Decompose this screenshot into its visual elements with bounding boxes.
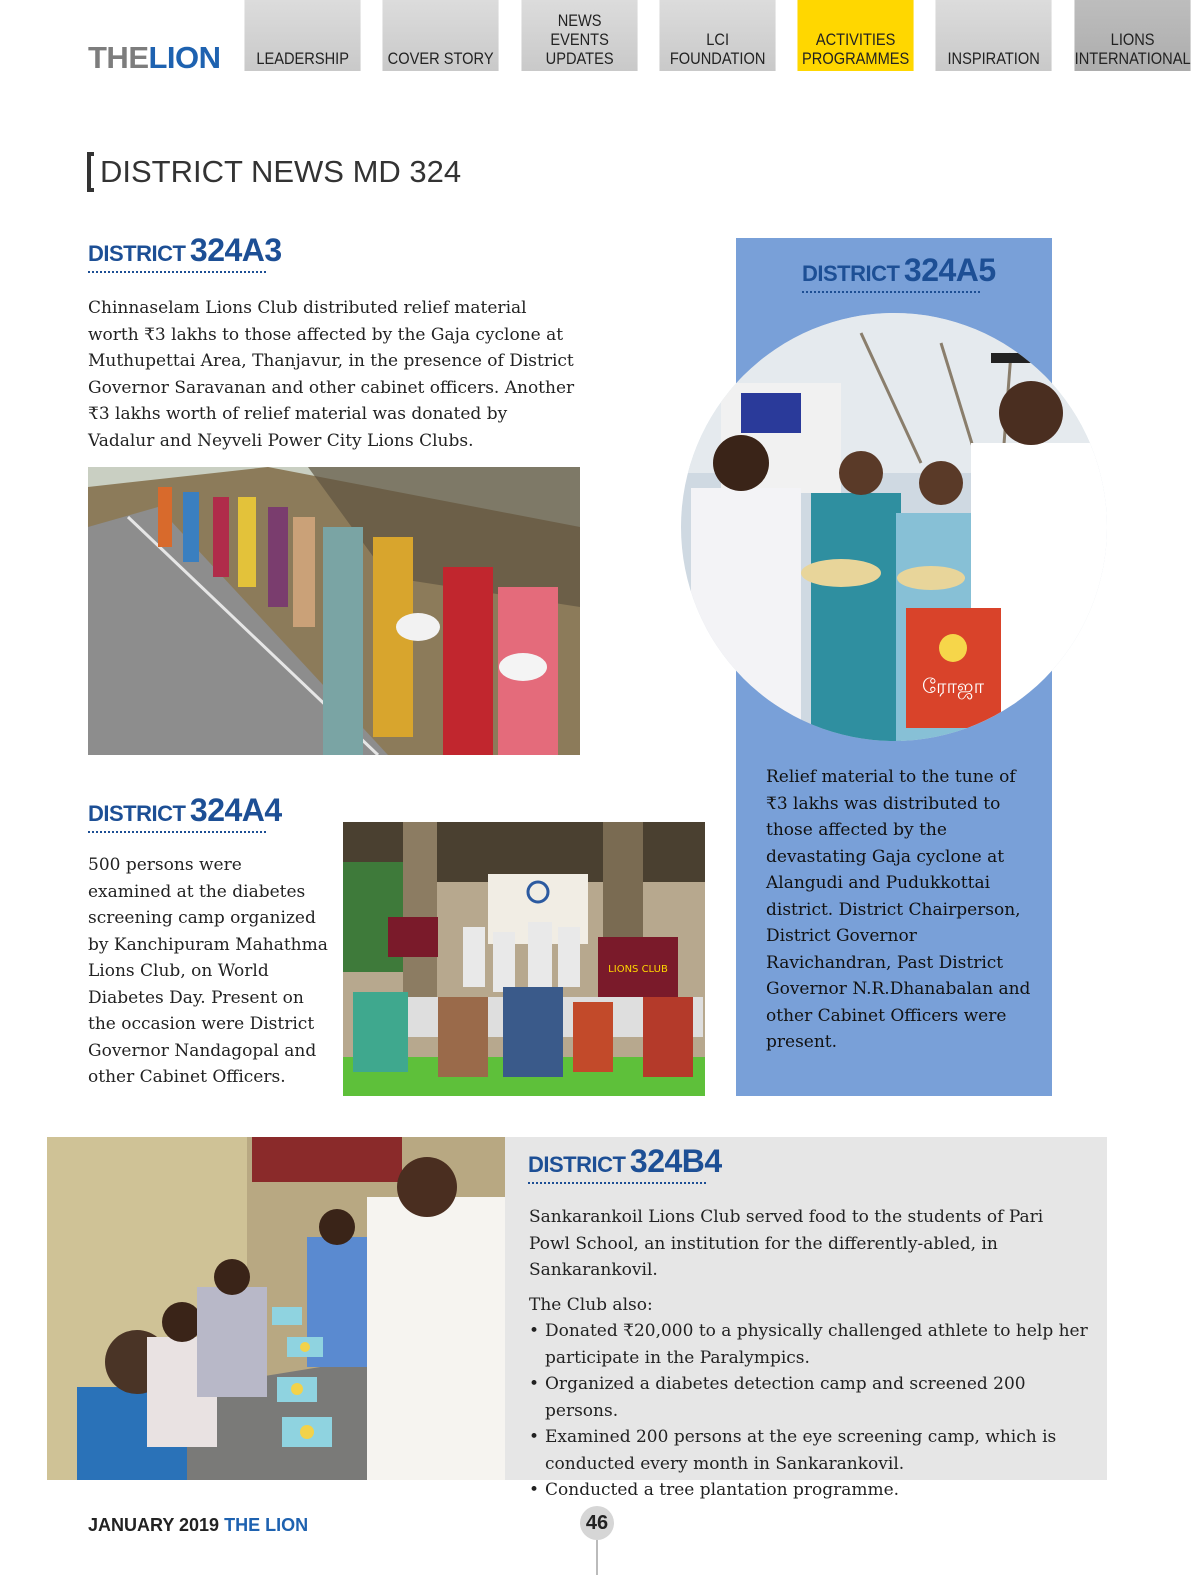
sack-text: ரோஜா bbox=[921, 674, 985, 698]
dotted-underline bbox=[802, 291, 980, 293]
district-324a3-heading bbox=[88, 232, 282, 273]
list-item: • Organized a diabetes detection camp and screened 200 persons. bbox=[529, 1371, 1089, 1424]
district-324b4-intro: Sankarankoil Lions Club served food to the students of Pari Powl School, an institution for the differently-abled, in Sankarankovil. bbox=[529, 1207, 1044, 1280]
district-324b4-also: The Club also: bbox=[529, 1294, 653, 1315]
logo[interactable] bbox=[88, 40, 221, 76]
district-number: 324A5 bbox=[903, 252, 996, 288]
relief-queue-photo bbox=[88, 467, 580, 755]
tab-label: COVER STORY bbox=[387, 49, 494, 68]
district-prefix: DISTRICT bbox=[88, 801, 186, 826]
top-nav bbox=[235, 0, 1200, 71]
tab-leadership[interactable] bbox=[244, 0, 360, 71]
list-item: • Conducted a tree plantation programme. bbox=[529, 1477, 1089, 1504]
footer bbox=[88, 1515, 308, 1536]
logo-lion: LION bbox=[148, 40, 221, 75]
tab-activities-programmes[interactable] bbox=[798, 0, 914, 71]
list-item: • Examined 200 persons at the eye screening camp, which is conducted every month in Sankarankovil. bbox=[529, 1424, 1089, 1477]
dotted-underline bbox=[88, 271, 266, 273]
tab-label: ACTIVITIES PROGRAMMES bbox=[802, 30, 910, 68]
dotted-underline bbox=[88, 831, 266, 833]
tab-inspiration[interactable] bbox=[936, 0, 1052, 71]
footer-brand: THE LION bbox=[224, 1515, 309, 1535]
district-324a4-text: 500 persons were examined at the diabetes screening camp organized by Kanchipuram Mahathma Lions Club, on World Diabetes Day. Present on the occasion were District Governor Nandagopal and other Cabinet Officers. bbox=[88, 855, 328, 1087]
district-number: 324B4 bbox=[629, 1143, 722, 1179]
list-item: • Donated ₹20,000 to a physically challenged athlete to help her participate in the Paralympics. bbox=[529, 1318, 1089, 1371]
tab-label: LIONS INTERNATIONAL bbox=[1074, 30, 1191, 68]
relief-queue-illustration bbox=[88, 467, 580, 755]
footer-date: JANUARY 2019 bbox=[88, 1515, 220, 1535]
food-service-illustration bbox=[47, 1137, 505, 1480]
banner-text: LIONS CLUB bbox=[608, 964, 668, 975]
district-324b4-list bbox=[529, 1318, 1089, 1504]
logo-the: THE bbox=[88, 40, 149, 75]
tab-cover-story[interactable] bbox=[383, 0, 499, 71]
district-prefix: DISTRICT bbox=[528, 1152, 626, 1177]
tab-label: NEWS EVENTS UPDATES bbox=[545, 11, 614, 68]
district-324b4-text bbox=[529, 1204, 1089, 1504]
district-324a3-text: Chinnaselam Lions Club distributed relief material worth ₹3 lakhs to those affected by the Gaja cyclone at Muthupettai Area, Thanjavur, in the presence of District Governor Saravanan and other cabinet officers. Another ₹3 lakhs worth of relief material was donated by Vadalur and Neyveli Power City Lions Clubs. bbox=[88, 298, 575, 451]
district-number: 324A4 bbox=[189, 792, 282, 828]
relief-distribution-illustration bbox=[681, 313, 1107, 741]
tab-news-events-updates[interactable] bbox=[521, 0, 637, 71]
tab-lci-foundation[interactable] bbox=[659, 0, 775, 71]
district-prefix: DISTRICT bbox=[88, 241, 186, 266]
dotted-underline bbox=[528, 1182, 706, 1184]
section-title bbox=[87, 152, 461, 192]
tab-label: LEADERSHIP bbox=[256, 49, 349, 68]
page-number: 46 bbox=[580, 1506, 614, 1540]
food-service-photo bbox=[47, 1137, 505, 1480]
diabetes-camp-illustration bbox=[343, 822, 705, 1096]
bracket-decoration bbox=[87, 152, 94, 192]
section-title-text: DISTRICT NEWS MD 324 bbox=[100, 154, 462, 189]
district-324a4-heading bbox=[88, 792, 282, 833]
district-324a5-heading bbox=[802, 252, 996, 293]
tab-label: LCI FOUNDATION bbox=[669, 30, 766, 68]
relief-distribution-photo bbox=[681, 313, 1107, 741]
district-number: 324A3 bbox=[189, 232, 282, 268]
diabetes-camp-photo bbox=[343, 822, 705, 1096]
tab-label: INSPIRATION bbox=[947, 49, 1041, 68]
district-prefix: DISTRICT bbox=[802, 261, 900, 286]
district-324b4-heading bbox=[528, 1143, 722, 1184]
district-324a5-text: Relief material to the tune of ₹3 lakhs was distributed to those affected by the devastating Gaja cyclone at Alangudi and Pudukkottai district. District Chairperson, District Governor Ravichandran, Past District Governor N.R.Dhanabalan and other Cabinet Officers were present. bbox=[766, 767, 1031, 1052]
page-number-line bbox=[596, 1540, 598, 1575]
tab-lions-international[interactable] bbox=[1074, 0, 1190, 71]
